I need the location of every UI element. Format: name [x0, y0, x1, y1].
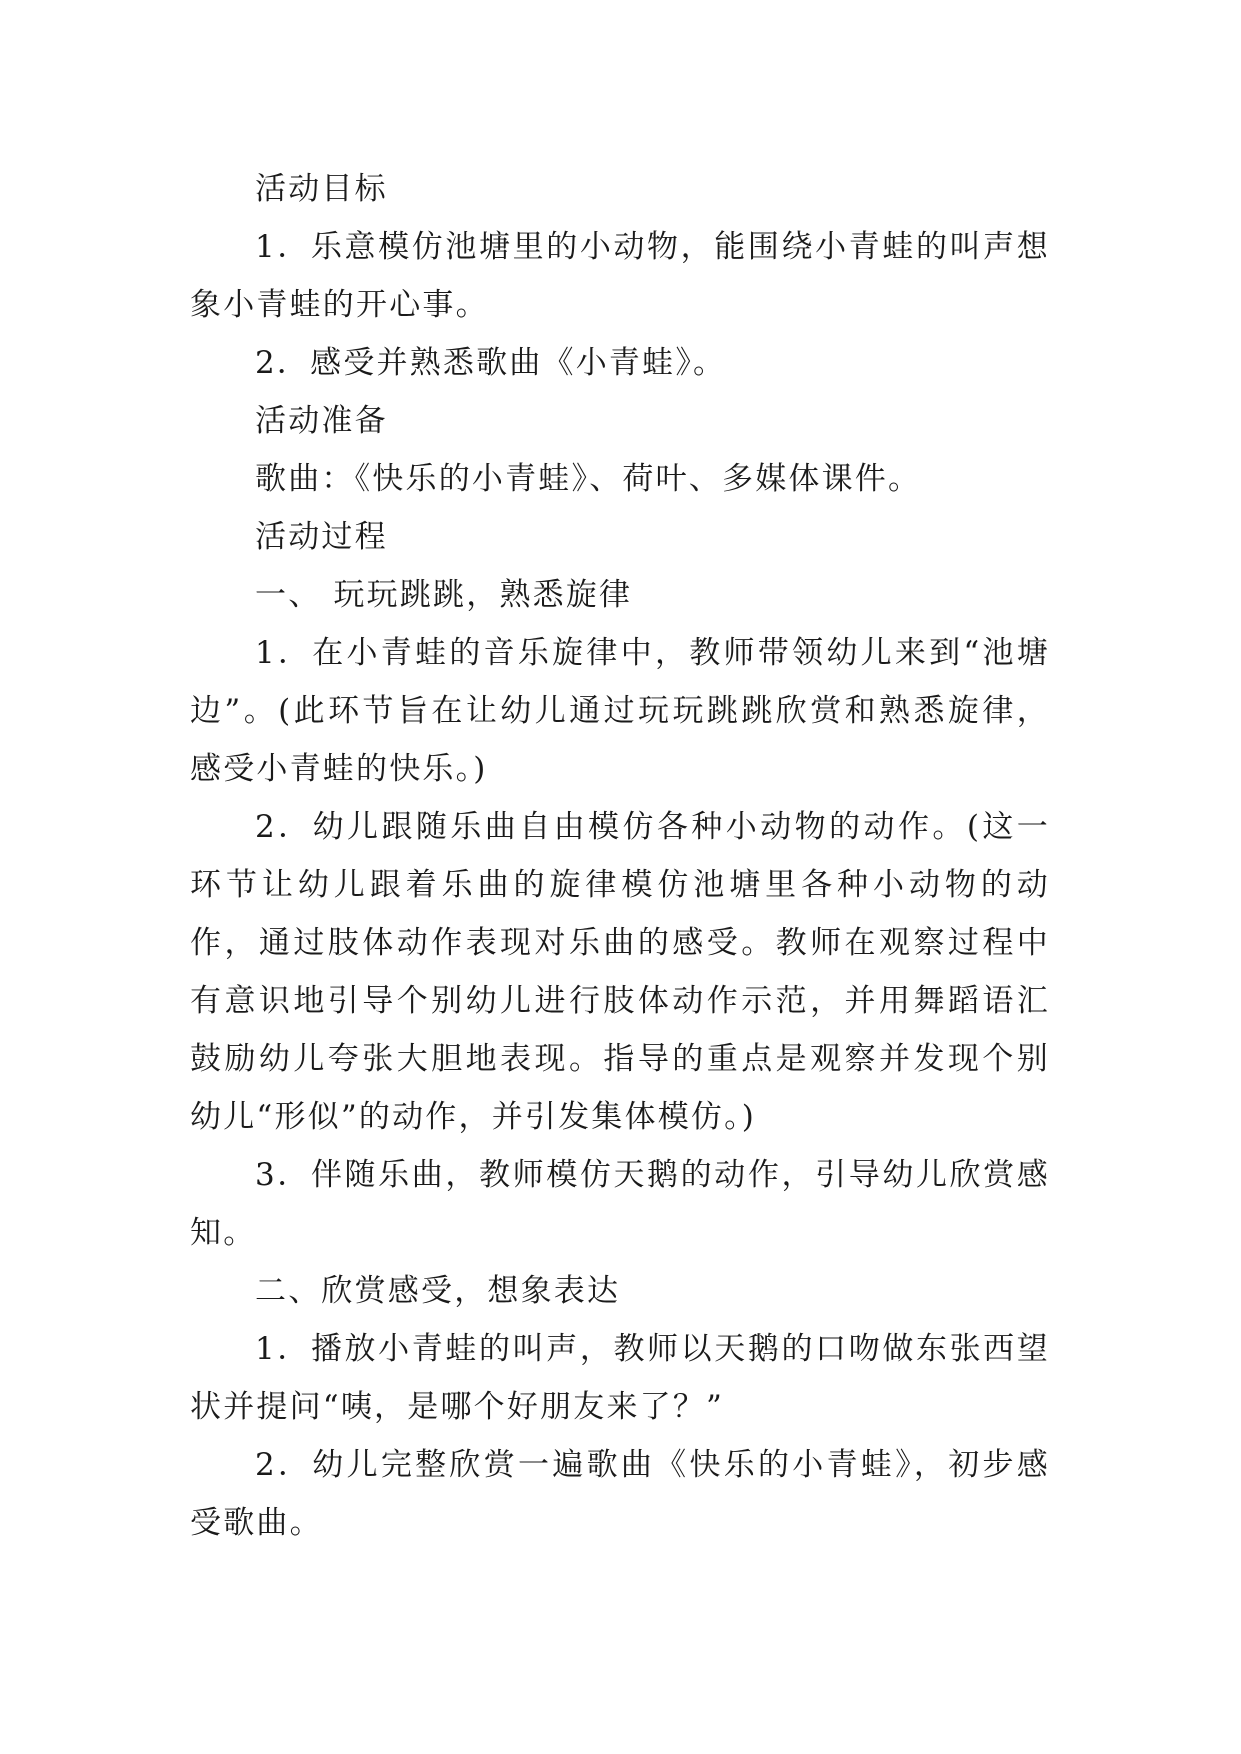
goal-item-2: 2．感受并熟悉歌曲《小青蛙》。	[255, 345, 727, 381]
goal-item-1: 1．乐意模仿池塘里的小动物，能围绕小青蛙的叫声想象小青蛙的开心事。	[190, 229, 1050, 323]
section-1-title: 一、 玩玩跳跳，熟悉旋律	[255, 577, 633, 613]
heading-activity-goals: 活动目标	[255, 171, 388, 207]
heading-activity-process: 活动过程	[255, 519, 388, 555]
section-1-step-1: 1．在小青蛙的音乐旋律中，教师带领幼儿来到“池塘边”。(此环节旨在让幼儿通过玩玩跳跳欣赏和熟悉旋律，感受小青蛙的快乐。)	[190, 635, 1050, 787]
heading-activity-preparation: 活动准备	[255, 403, 388, 439]
section-1-step-3: 3．伴随乐曲，教师模仿天鹅的动作，引导幼儿欣赏感知。	[190, 1157, 1050, 1251]
document-page	[190, 160, 1050, 1552]
preparation-items: 歌曲：《快乐的小青蛙》、荷叶、多媒体课件。	[255, 461, 922, 497]
section-2-step-2: 2．幼儿完整欣赏一遍歌曲《快乐的小青蛙》，初步感受歌曲。	[190, 1447, 1050, 1541]
section-2-title: 二、欣赏感受，想象表达	[255, 1273, 621, 1309]
section-1-step-2: 2．幼儿跟随乐曲自由模仿各种小动物的动作。(这一环节让幼儿跟着乐曲的旋律模仿池塘里各种小动物的动作，通过肢体动作表现对乐曲的感受。教师在观察过程中有意识地引导个别幼儿进行肢体动作示范，并用舞蹈语汇鼓励幼儿夸张大胆地表现。指导的重点是观察并发现个别幼儿“形似”的动作，并引发集体模仿。)	[190, 809, 1050, 1135]
section-2-step-1: 1．播放小青蛙的叫声，教师以天鹅的口吻做东张西望状并提问“咦，是哪个好朋友来了？”	[190, 1331, 1050, 1425]
